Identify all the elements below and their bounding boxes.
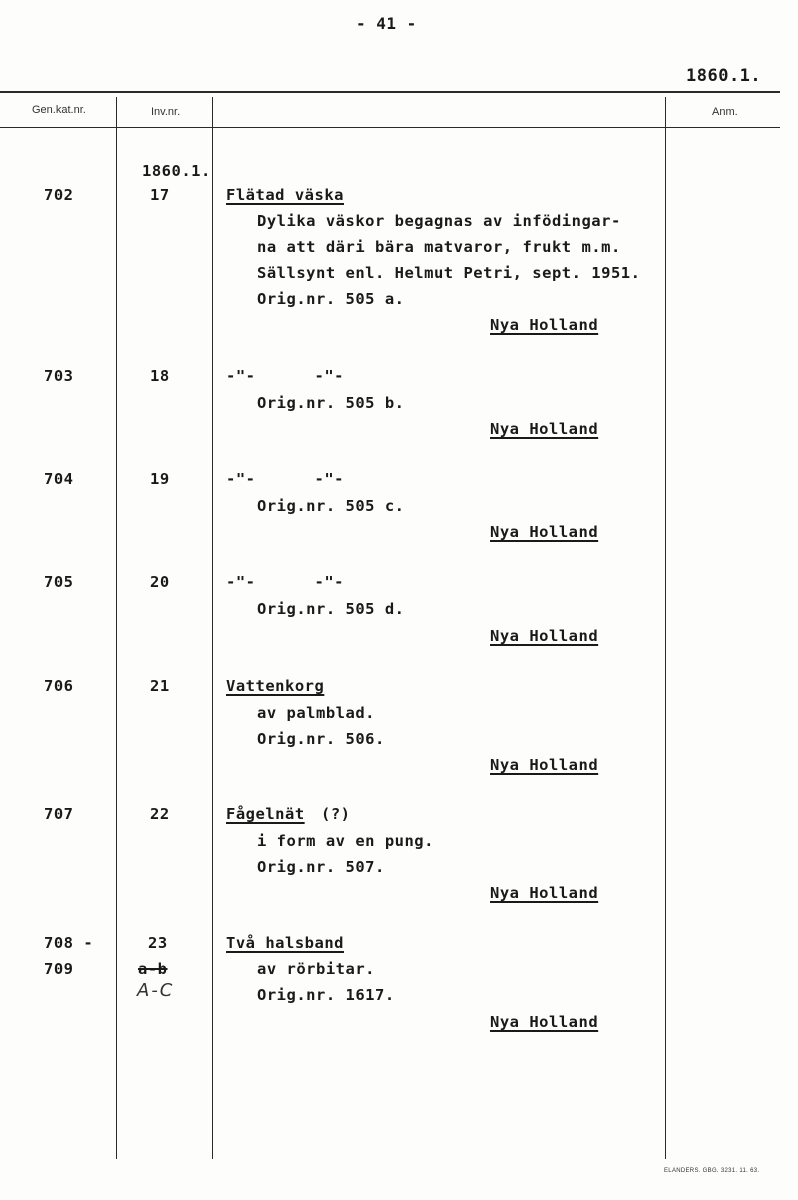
year-heading: 1860.1. [686, 66, 762, 86]
orig-nr: Orig.nr. 1617. [257, 986, 395, 1004]
inv-nr: 17 [150, 186, 170, 204]
gen-kat-nr: 708 - [44, 934, 94, 952]
gen-kat-nr: 707 [44, 805, 74, 823]
item-title: Vattenkorg [226, 677, 325, 695]
item-title-suffix: (?) [321, 805, 351, 823]
description-line: na att däri bära matvaror, frukt m.m. [257, 238, 621, 256]
inv-nr: 23 [148, 934, 168, 952]
inv-nr-handwritten: A-C [137, 980, 175, 1001]
inv-nr-struck: a-b [138, 960, 168, 978]
orig-nr: Orig.nr. 505 a. [257, 290, 405, 308]
header-anm: Anm. [712, 106, 738, 118]
column-divider-1 [116, 97, 117, 1159]
place: Nya Holland [490, 884, 599, 902]
gen-kat-nr-second: 709 [44, 960, 74, 978]
header-top-rule [0, 91, 780, 93]
place: Nya Holland [490, 523, 599, 541]
column-divider-2 [212, 97, 213, 1159]
place: Nya Holland [490, 1013, 599, 1031]
place: Nya Holland [490, 420, 599, 438]
printer-mark: ELANDERS. GBG. 3231. 11. 63. [664, 1168, 760, 1174]
gen-kat-nr: 705 [44, 573, 74, 591]
ditto-marks: -"- -"- [226, 573, 344, 591]
orig-nr: Orig.nr. 505 b. [257, 394, 405, 412]
gen-kat-nr: 704 [44, 470, 74, 488]
description-line: av rörbitar. [257, 960, 375, 978]
item-title: Två halsband [226, 934, 344, 952]
column-divider-3 [665, 97, 666, 1159]
inv-nr: 21 [150, 677, 170, 695]
inv-nr: 18 [150, 367, 170, 385]
gen-kat-nr: 703 [44, 367, 74, 385]
header-gen-kat-nr: Gen.kat.nr. [32, 104, 86, 116]
header-bottom-rule [0, 127, 780, 128]
inv-heading: 1860.1. [142, 162, 211, 180]
description-line: av palmblad. [257, 704, 375, 722]
orig-nr: Orig.nr. 507. [257, 858, 385, 876]
item-title: Fågelnät [226, 805, 305, 823]
ditto-marks: -"- -"- [226, 470, 344, 488]
place: Nya Holland [490, 316, 599, 334]
orig-nr: Orig.nr. 506. [257, 730, 385, 748]
gen-kat-nr: 702 [44, 186, 74, 204]
description-line: i form av en pung. [257, 832, 434, 850]
gen-kat-nr: 706 [44, 677, 74, 695]
place: Nya Holland [490, 627, 599, 645]
orig-nr: Orig.nr. 505 c. [257, 497, 405, 515]
description-line: Dylika väskor begagnas av infödingar- [257, 212, 621, 230]
item-title: Flätad väska [226, 186, 344, 204]
description-line: Sällsynt enl. Helmut Petri, sept. 1951. [257, 264, 641, 282]
inv-nr: 22 [150, 805, 170, 823]
inv-nr: 19 [150, 470, 170, 488]
inv-nr: 20 [150, 573, 170, 591]
ditto-marks: -"- -"- [226, 367, 344, 385]
orig-nr: Orig.nr. 505 d. [257, 600, 405, 618]
header-inv-nr: Inv.nr. [151, 106, 181, 118]
page-number: - 41 - [356, 14, 417, 33]
place: Nya Holland [490, 756, 599, 774]
